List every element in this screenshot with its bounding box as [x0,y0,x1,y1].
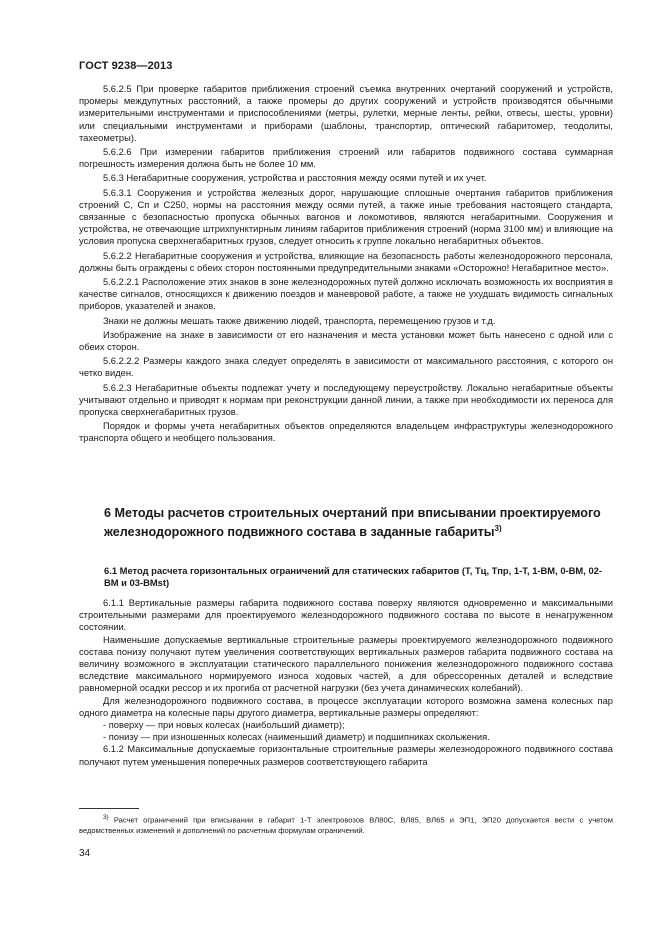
paragraph: 5.6.3.1 Сооружения и устройства железных дорог, нарушающие сплошные очертания габаритов приближения строений С, Сп и С250, нормы на расстояния между осями путей, а также иные требования настоящего стандарта, связанные с безопасностью пропуска обычных вагонов и локомотивов, являются негабаритными. Сооружения и устройства, не отвечающие штрихпунктирным линиям габаритов приближения строений (норма 3100 мм) и влияющие на условия пропуска сверхнегабаритных грузов, следует относить к группе локально негабаритных объектов. [79,187,613,247]
footnote [79,813,613,837]
document-header: ГОСТ 9238—2013 [79,60,173,72]
paragraph: 5.6.3 Негабаритные сооружения, устройства и расстояния между осями путей и их учет. [103,173,487,184]
list-item: - поверху — при новых колесах (наибольший диаметр); [103,720,345,731]
paragraph: 5.6.2.2.2 Размеры каждого знака следует определять в зависимости от максимального расстояния, с которого он четко виден. [79,356,613,379]
footnote-reference: 3) [494,524,502,533]
paragraph: 5.6.2.2 Негабаритные сооружения и устройства, влияющие на безопасность работы железнодорожного персонала, должны быть ограждены с обеих сторон постоянными предупредительными знаками «Осторожно! Негабаритное место». [79,250,613,273]
paragraph: Наименьшие допускаемые вертикальные строительные размеры проектируемого железнодорожного подвижного состава понизу получают путем увеличения соответствующих вертикальных размеров габарита подвижного состава на величину возможного в эксплуатации статического параллельного понижения железнодорожного подвижного состава вследствие максимального нормируемого износа ходовых частей, а для обрессоренных деталей и вследствие равномерной осадки рессор и их прогиба от расчетной нагрузки (без учета динамических колебаний). [79,634,613,694]
footnote-text: Расчет ограничений при вписывании в габарит 1-Т электровозов ВЛ80С, ВЛ85, ВЛ65 и ЭП1, ЭП20 допускается вести с учетом ведомственных изменений и дополнений по расчетным формулам ограничений. [79,815,613,836]
paragraph: Знаки не должны мешать также движению людей, транспорта, перемещению грузов и т.д. [103,315,496,326]
paragraph: 6.1.2 Максимальные допускаемые горизонтальные строительные размеры железнодорожного подвижного состава получают путем уменьшения поперечных размеров соответствующего габарита [79,744,613,767]
paragraph: 5.6.2.6 При измерении габаритов приближения строений или габаритов подвижного состава суммарная погрешность измерения должна быть не более 10 мм. [79,147,613,170]
section-title: 6 Методы расчетов строительных очертаний при вписывании проектируемого железнодорожного подвижного состава в заданные габариты [104,506,601,540]
section-heading [104,505,604,540]
page-number: 34 [79,848,91,859]
paragraph: 5.6.2.3 Негабаритные объекты подлежат учету и последующему переустройству. Локально негабаритные объекты учитывают отдельно и приводят к нормам при реконструкции данной линии, а также при необходимости их переноса для пропуска сверхнегабаритных грузов. [79,382,613,418]
body-text-section-6 [79,597,613,768]
body-text [79,83,613,445]
list-item: - понизу — при изношенных колесах (наименьший диаметр) и подшипниках скольжения. [103,732,490,743]
paragraph: 5.6.2.2.1 Расположение этих знаков в зоне железнодорожных путей должно исключать возможность их восприятия в качестве сигналов, относящихся к движению поездов и маневровой работе, а также не ухудшать видимость сигнальных приборов, указателей и знаков. [79,277,613,312]
paragraph: 6.1.1 Вертикальные размеры габарита подвижного состава поверху являются одновременно и максимальными строительными размерами для проектируемого железнодорожного подвижного состава по высоте в ненагруженном состоянии. [79,598,613,633]
paragraph: Для железнодорожного подвижного состава, в процессе эксплуатации которого возможна замена колесных пар одного диаметра на колесные пары другого диаметра, вертикальные размеры определяют: [79,695,613,718]
footnote-divider [79,808,139,809]
paragraph: Изображение на знаке в зависимости от его назначения и места установки может быть нанесено с одной или с обеих сторон. [79,329,613,353]
paragraph: Порядок и формы учета негабаритных объектов определяются владельцем инфраструктуры железнодорожного транспорта общего и необщего пользования. [79,421,613,444]
paragraph: 5.6.2.5 При проверке габаритов приближения строений съемка внутренних очертаний сооружений и устройств, промеры междупутных расстояний, а также промеры до других сооружений и устройств производятся обычными измерительными инструментами и приспособлениями (метры, рулетки, мерные ленты, рейки, отвесы, шесты, уровни) или специальными инструментами и приборами (шаблоны, транспортир, оптический габаритомер, теодолиты, тахеометры). [79,84,613,143]
subsection-heading: 6.1 Метод расчета горизонтальных ограничений для статических габаритов (Т, Тц, Тпр, 1-Т, 1-ВМ, 0-ВМ, 02-ВМ и 03-ВМst) [104,565,602,589]
footnote-mark: 3) [103,814,109,821]
